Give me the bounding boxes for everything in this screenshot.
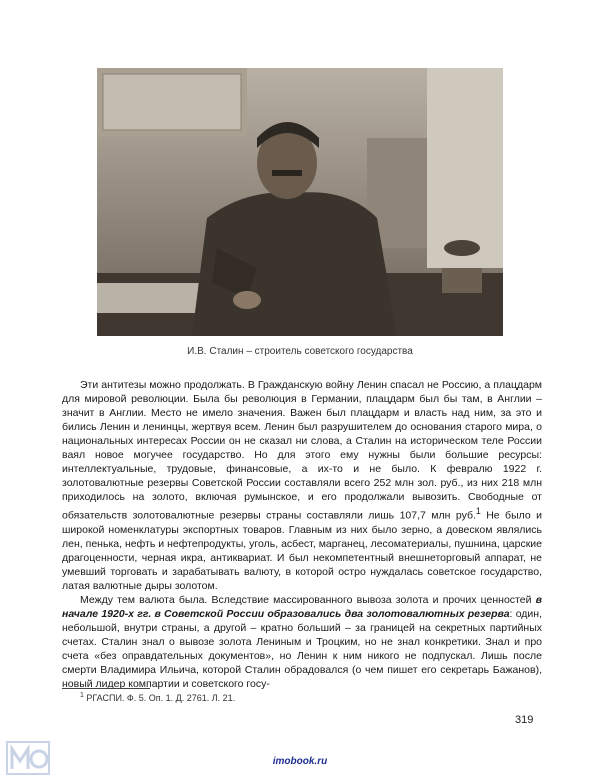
photo-caption: И.В. Сталин – строитель советского государства (187, 346, 413, 357)
emphasis-text: в начале 1920-х гг. в Советской России образовались два золотовалютных резерва (62, 593, 542, 620)
paragraph-1: Эти антитезы можно продолжать. В Гражданскую войну Ленин спасал не Россию, а плацдарм для мировой революции. Была бы революция в Германии, плацдарм был бы там, в Англии – значит в Англии. Место не имело значения. Важен был плацдарм и власть над ним, за это и бились Ленин и ленинцы, жертвуя всем. Ленин был разрушителем до основания старого мира, о национальных интересах России он не сказал ни слова, а Сталин на историческом теле России ваял новое могучее государство. Но для этого ему нужны были большие ресурсы: интеллектуальные, трудовые, финансовые, а их-то и не было. К февралю 1922 г. золотовалютные резервы Советской России составляли всего 252 млн зол. руб., из них 218 млн приходилось на золото, включая румынское, и его продолжали вывозить. Свободные от обязательств золотовалютные резервы страны составляли лишь 107,7 млн руб.$^1$ Не было и широкой номенклатуры экспортных товаров. Главным из них было зерно, а довеском являлись лен, пенька, нефть и нефтепродукты, уголь, асбест, марганец, лесоматериалы, пушнина, царские драгоценности, черная икра, антиквариат. И был некомпетентный внешнеторговый аппарат, не умевший торговать и зарабатывать валюту, в которой остро нуждалась советское государство, латая валютные дыры золотом. (62, 379, 543, 592)
page-number: 319 (515, 714, 534, 726)
footnote-divider (62, 688, 150, 689)
main-text (62, 378, 542, 691)
site-link[interactable]: imobook.ru (272, 756, 328, 767)
portrait-photo (97, 68, 503, 336)
footnote: $^1$ РГАСПИ. Ф. 5. Оп. 1. Д. 2761. Л. 21. (80, 692, 236, 703)
footnote-ref: 1 (475, 506, 481, 516)
paragraph-2: Между тем валюта была. Вследствие массированного вывоза золота и прочих ценностей в начале 1920-х гг. в Советской России образовались два золотовалютных резерва: один, небольшой, внутри страны, а другой – кратно больший – за границей на секретных партийных счетах. Сталин знал о вывозе золота Лениным и Троцким, но не знал конкретики. Знал и про счета «без оправдательных документов», но Ленин к ним никого не подпускал. Лишь после смерти Владимира Ильича, которой Сталин обрадовался (о чем пишет его секретарь Бажанов), новый лидер компартии и советского госу- (62, 593, 543, 690)
